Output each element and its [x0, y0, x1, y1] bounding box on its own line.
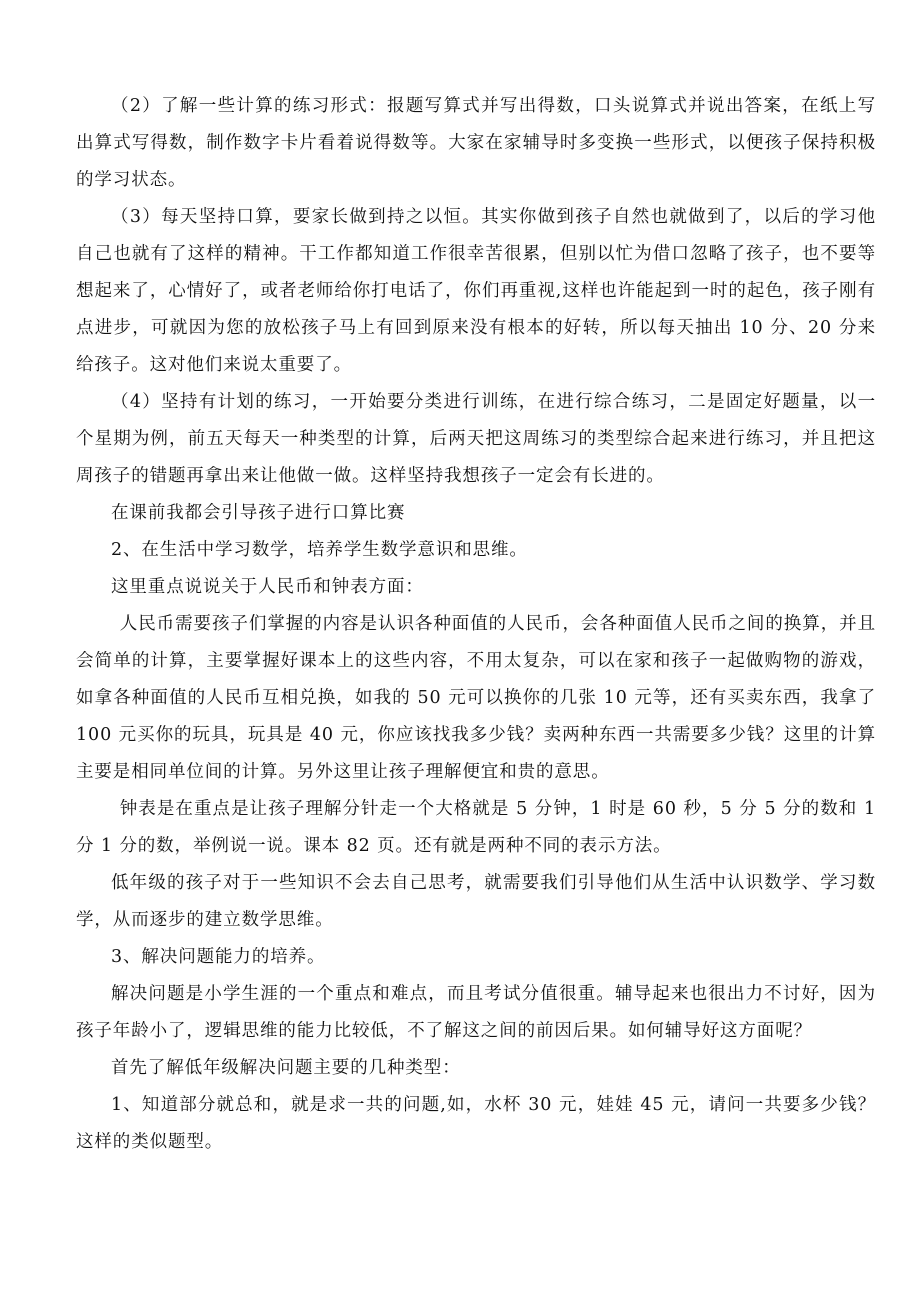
document-body — [76, 88, 876, 1161]
section-heading-problem-solving: 3、解决问题能力的培养。 — [111, 947, 326, 967]
paragraph-class-competition: 在课前我都会引导孩子进行口算比赛 — [111, 503, 406, 523]
paragraph-money-clock-intro: 这里重点说说关于人民币和钟表方面： — [111, 577, 424, 597]
paragraph-practice-forms: （2）了解一些计算的练习形式：报题写算式并写出得数，口头说算式并说出答案，在纸上写出算式写得数，制作数字卡片看着说得数等。大家在家辅导时多变换一些形式，以便孩子保持积极的学习状态。 — [76, 96, 876, 190]
paragraph-currency: 人民币需要孩子们掌握的内容是认识各种面值的人民币，会各种面值人民币之间的换算，并且会简单的计算，主要掌握好课本上的这些内容，不用太复杂，可以在家和孩子一起做购物的游戏，如拿各种面值的人民币互相兑换，如我的 50 元可以换你的几张 10 元等，还有买卖东西，我拿了 100 元买你的玩具，玩具是 40 元，你应该找我多少钱？卖两种东西一共需要多少钱？这里的计算主要是相同单位间的计算。另外这里让孩子理解便宜和贵的意思。 — [76, 614, 876, 782]
paragraph-math-thinking: 低年级的孩子对于一些知识不会去自己思考，就需要我们引导他们从生活中认识数学、学习数学，从而逐步的建立数学思维。 — [76, 873, 876, 930]
paragraph-type-total: 1、知道部分就总和，就是求一共的问题,如，水杯 30 元，娃娃 45 元，请问一共要多少钱？这样的类似题型。 — [76, 1095, 876, 1152]
paragraph-clock: 钟表是在重点是让孩子理解分针走一个大格就是 5 分钟，1 时是 60 秒，5 分 5 分的数和 1 分 1 分的数，举例说一说。课本 82 页。还有就是两种不同的表示方法。 — [76, 799, 876, 856]
paragraph-planned-practice: （4）坚持有计划的练习，一开始要分类进行训练，在进行综合练习，二是固定好题量，以一个星期为例，前五天每天一种类型的计算，后两天把这周练习的类型综合起来进行练习，并且把这周孩子的错题再拿出来让他做一做。这样坚持我想孩子一定会有长进的。 — [76, 392, 876, 486]
paragraph-problem-types-intro: 首先了解低年级解决问题主要的几种类型： — [111, 1058, 461, 1078]
paragraph-problem-solving-difficulty: 解决问题是小学生涯的一个重点和难点，而且考试分值很重。辅导起来也很出力不讨好，因为孩子年龄小了，逻辑思维的能力比较低，不了解这之间的前因后果。如何辅导好这方面呢？ — [76, 984, 876, 1041]
paragraph-daily-mental-math: （3）每天坚持口算，要家长做到持之以恒。其实你做到孩子自然也就做到了，以后的学习他自己也就有了这样的精神。干工作都知道工作很幸苦很累，但别以忙为借口忽略了孩子，也不要等想起来了，心情好了，或者老师给你打电话了，你们再重视,这样也许能起到一时的起色，孩子刚有点进步，可就因为您的放松孩子马上有回到原来没有根本的好转，所以每天抽出 10 分、20 分来给孩子。这对他们来说太重要了。 — [76, 207, 876, 375]
section-heading-life-math: 2、在生活中学习数学，培养学生数学意识和思维。 — [111, 540, 528, 560]
